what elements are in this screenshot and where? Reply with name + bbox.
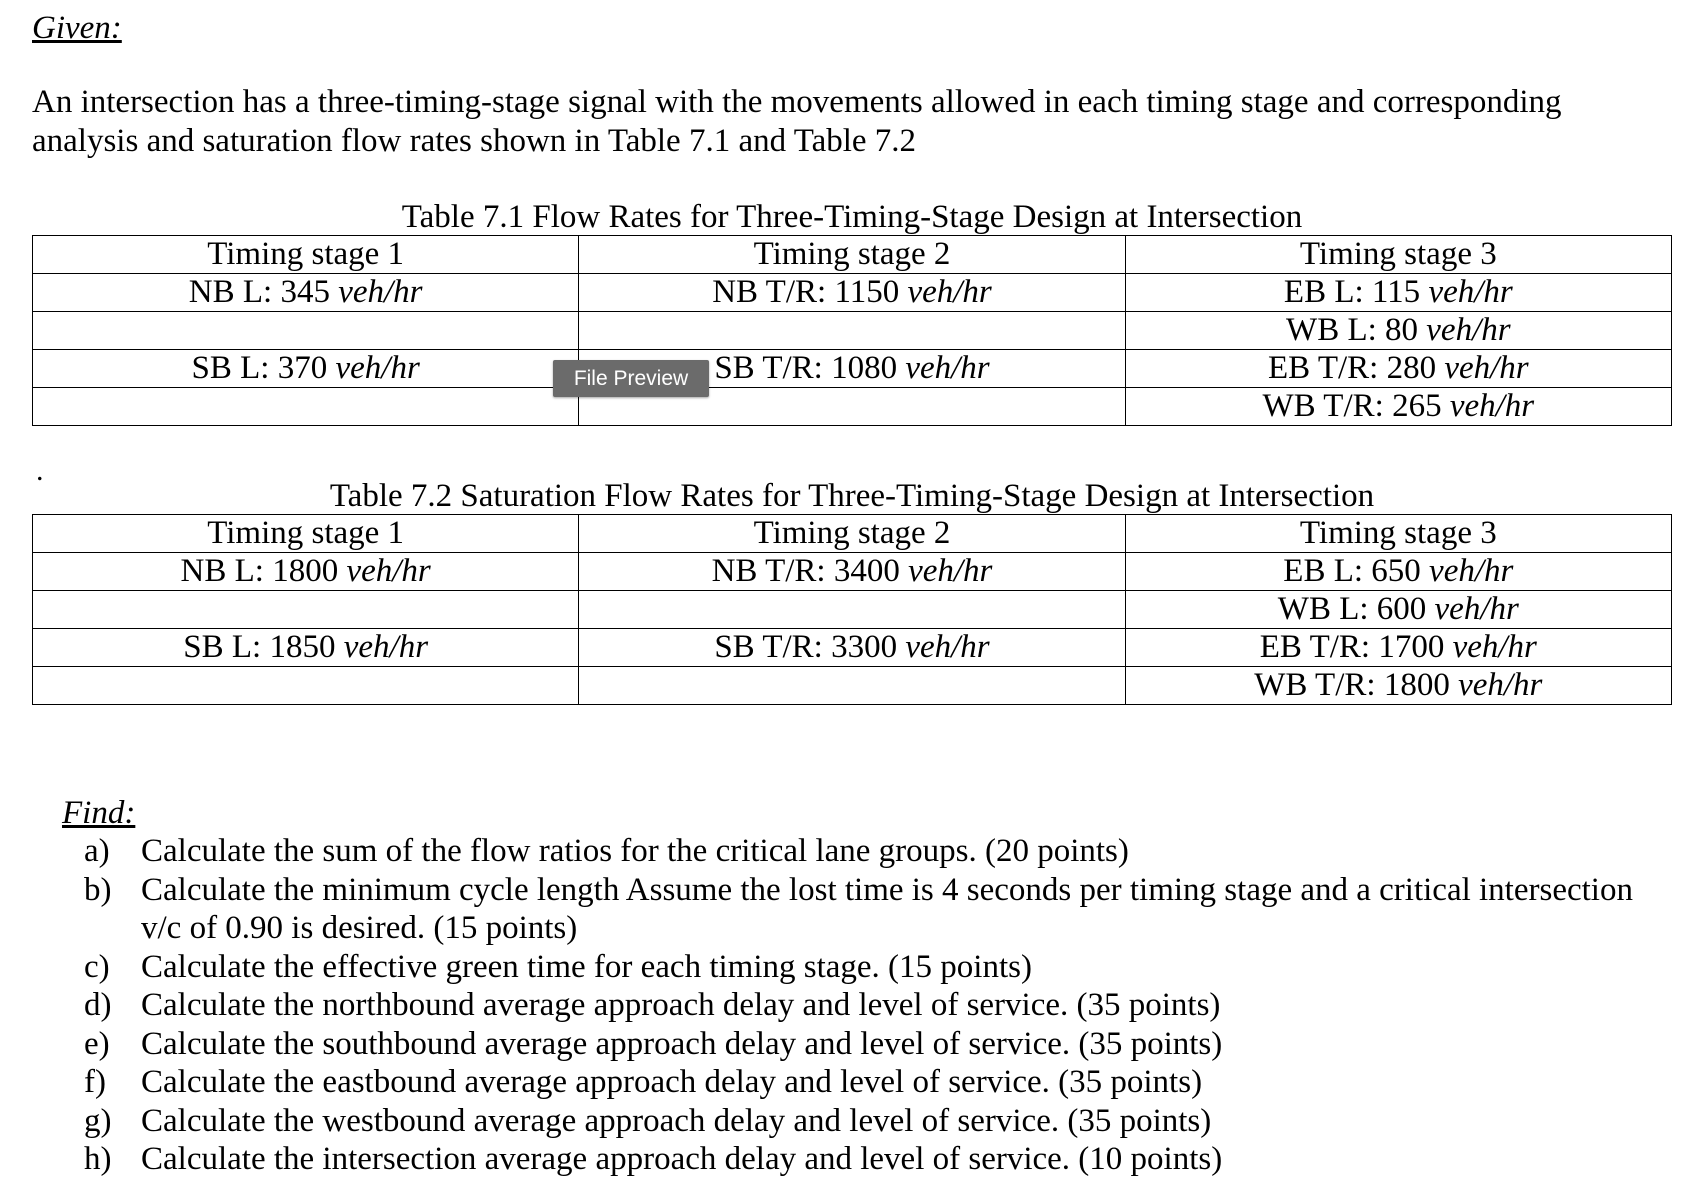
- list-item-text: Calculate the effective green time for each timing stage. (15 points): [141, 948, 1032, 985]
- table-cell: WB L: 80 veh/hr: [1125, 312, 1671, 350]
- table-row: [33, 553, 1672, 591]
- table-cell: [33, 667, 579, 705]
- list-item-text: Calculate the sum of the flow ratios for the critical lane groups. (20 points): [141, 833, 1129, 869]
- header-cell: Timing stage 1: [33, 236, 579, 274]
- table-cell: SB L: 370 veh/hr: [33, 350, 579, 388]
- table-cell: NB T/R: 3400 veh/hr: [579, 553, 1125, 591]
- table-row: [33, 388, 1672, 426]
- header-cell: Timing stage 3: [1125, 236, 1671, 274]
- list-item-letter: e): [84, 1025, 110, 1062]
- flow-rates-table: [32, 235, 1672, 426]
- list-item-letter: h): [84, 1141, 112, 1177]
- table-cell: [579, 667, 1125, 705]
- list-item-letter: a): [84, 833, 110, 869]
- list-item-letter: g): [84, 1102, 112, 1139]
- table-cell: SB T/R: 1080 veh/hr: [579, 350, 1125, 388]
- find-heading: Find:: [62, 795, 136, 831]
- table-cell: [33, 388, 579, 426]
- list-item-text: Calculate the intersection average approach delay and level of service. (10 points): [141, 1141, 1223, 1177]
- list-item: [84, 1063, 1684, 1102]
- table2-caption: Table 7.2 Saturation Flow Rates for Three-Timing-Stage Design at Intersection: [329, 478, 1375, 514]
- list-item: [84, 871, 1684, 948]
- header-cell: Timing stage 2: [579, 236, 1125, 274]
- list-item-text: Calculate the eastbound average approach delay and level of service. (35 points): [141, 1064, 1203, 1100]
- table-cell: [33, 312, 579, 350]
- header-cell: Timing stage 2: [579, 515, 1125, 553]
- table-header-row: [33, 515, 1672, 553]
- table-row: [33, 350, 1672, 388]
- table-cell: WB T/R: 1800 veh/hr: [1125, 667, 1671, 705]
- table-cell: SB L: 1850 veh/hr: [33, 629, 579, 667]
- table-cell: [33, 591, 579, 629]
- table-cell: WB L: 600 veh/hr: [1125, 591, 1671, 629]
- table-cell: [579, 312, 1125, 350]
- table-cell: SB T/R: 3300 veh/hr: [579, 629, 1125, 667]
- stray-dot: .: [36, 454, 44, 487]
- given-heading: Given:: [32, 10, 122, 46]
- table-header-row: [33, 236, 1672, 274]
- table-cell: NB L: 1800 veh/hr: [33, 553, 579, 591]
- table-row: [33, 312, 1672, 350]
- table-cell: EB L: 115 veh/hr: [1125, 274, 1671, 312]
- list-item: [84, 948, 1684, 987]
- table-cell: EB T/R: 280 veh/hr: [1125, 350, 1671, 388]
- find-list: [84, 832, 1684, 1179]
- list-item-text: Calculate the westbound average approach delay and level of service. (35 points): [141, 1102, 1212, 1139]
- table-cell: NB T/R: 1150 veh/hr: [579, 274, 1125, 312]
- list-item-text: Calculate the minimum cycle length Assume the lost time is 4 seconds per timing stage and a critical intersection v/c of 0.90 is desired. (15 points): [141, 871, 1633, 946]
- list-item-text: Calculate the northbound average approach delay and level of service. (35 points): [141, 987, 1221, 1023]
- saturation-flow-table: [32, 514, 1672, 705]
- list-item: [84, 832, 1684, 871]
- list-item: [84, 986, 1684, 1025]
- list-item-letter: f): [84, 1064, 106, 1100]
- list-item-letter: c): [84, 948, 110, 985]
- list-item-text: Calculate the southbound average approach delay and level of service. (35 points): [141, 1025, 1223, 1062]
- table-row: [33, 667, 1672, 705]
- header-cell: Timing stage 3: [1125, 515, 1671, 553]
- list-item-letter: d): [84, 987, 112, 1023]
- table-cell: [579, 591, 1125, 629]
- list-item: [84, 1102, 1684, 1141]
- table-cell: WB T/R: 265 veh/hr: [1125, 388, 1671, 426]
- intro-paragraph: An intersection has a three-timing-stage signal with the movements allowed in each timing stage and corresponding analysis and saturation flow rates shown in Table 7.1 and Table 7.2: [32, 84, 1562, 159]
- header-cell: Timing stage 1: [33, 515, 579, 553]
- list-item: [84, 1025, 1684, 1064]
- list-item-letter: b): [84, 871, 112, 908]
- table1-caption: Table 7.1 Flow Rates for Three-Timing-Stage Design at Intersection: [401, 199, 1303, 235]
- table-cell: EB T/R: 1700 veh/hr: [1125, 629, 1671, 667]
- table-row: [33, 274, 1672, 312]
- table-cell: NB L: 345 veh/hr: [33, 274, 579, 312]
- table-cell: EB L: 650 veh/hr: [1125, 553, 1671, 591]
- file-preview-tooltip: File Preview: [553, 360, 709, 397]
- table-row: [33, 629, 1672, 667]
- list-item: [84, 1140, 1684, 1179]
- table-row: [33, 591, 1672, 629]
